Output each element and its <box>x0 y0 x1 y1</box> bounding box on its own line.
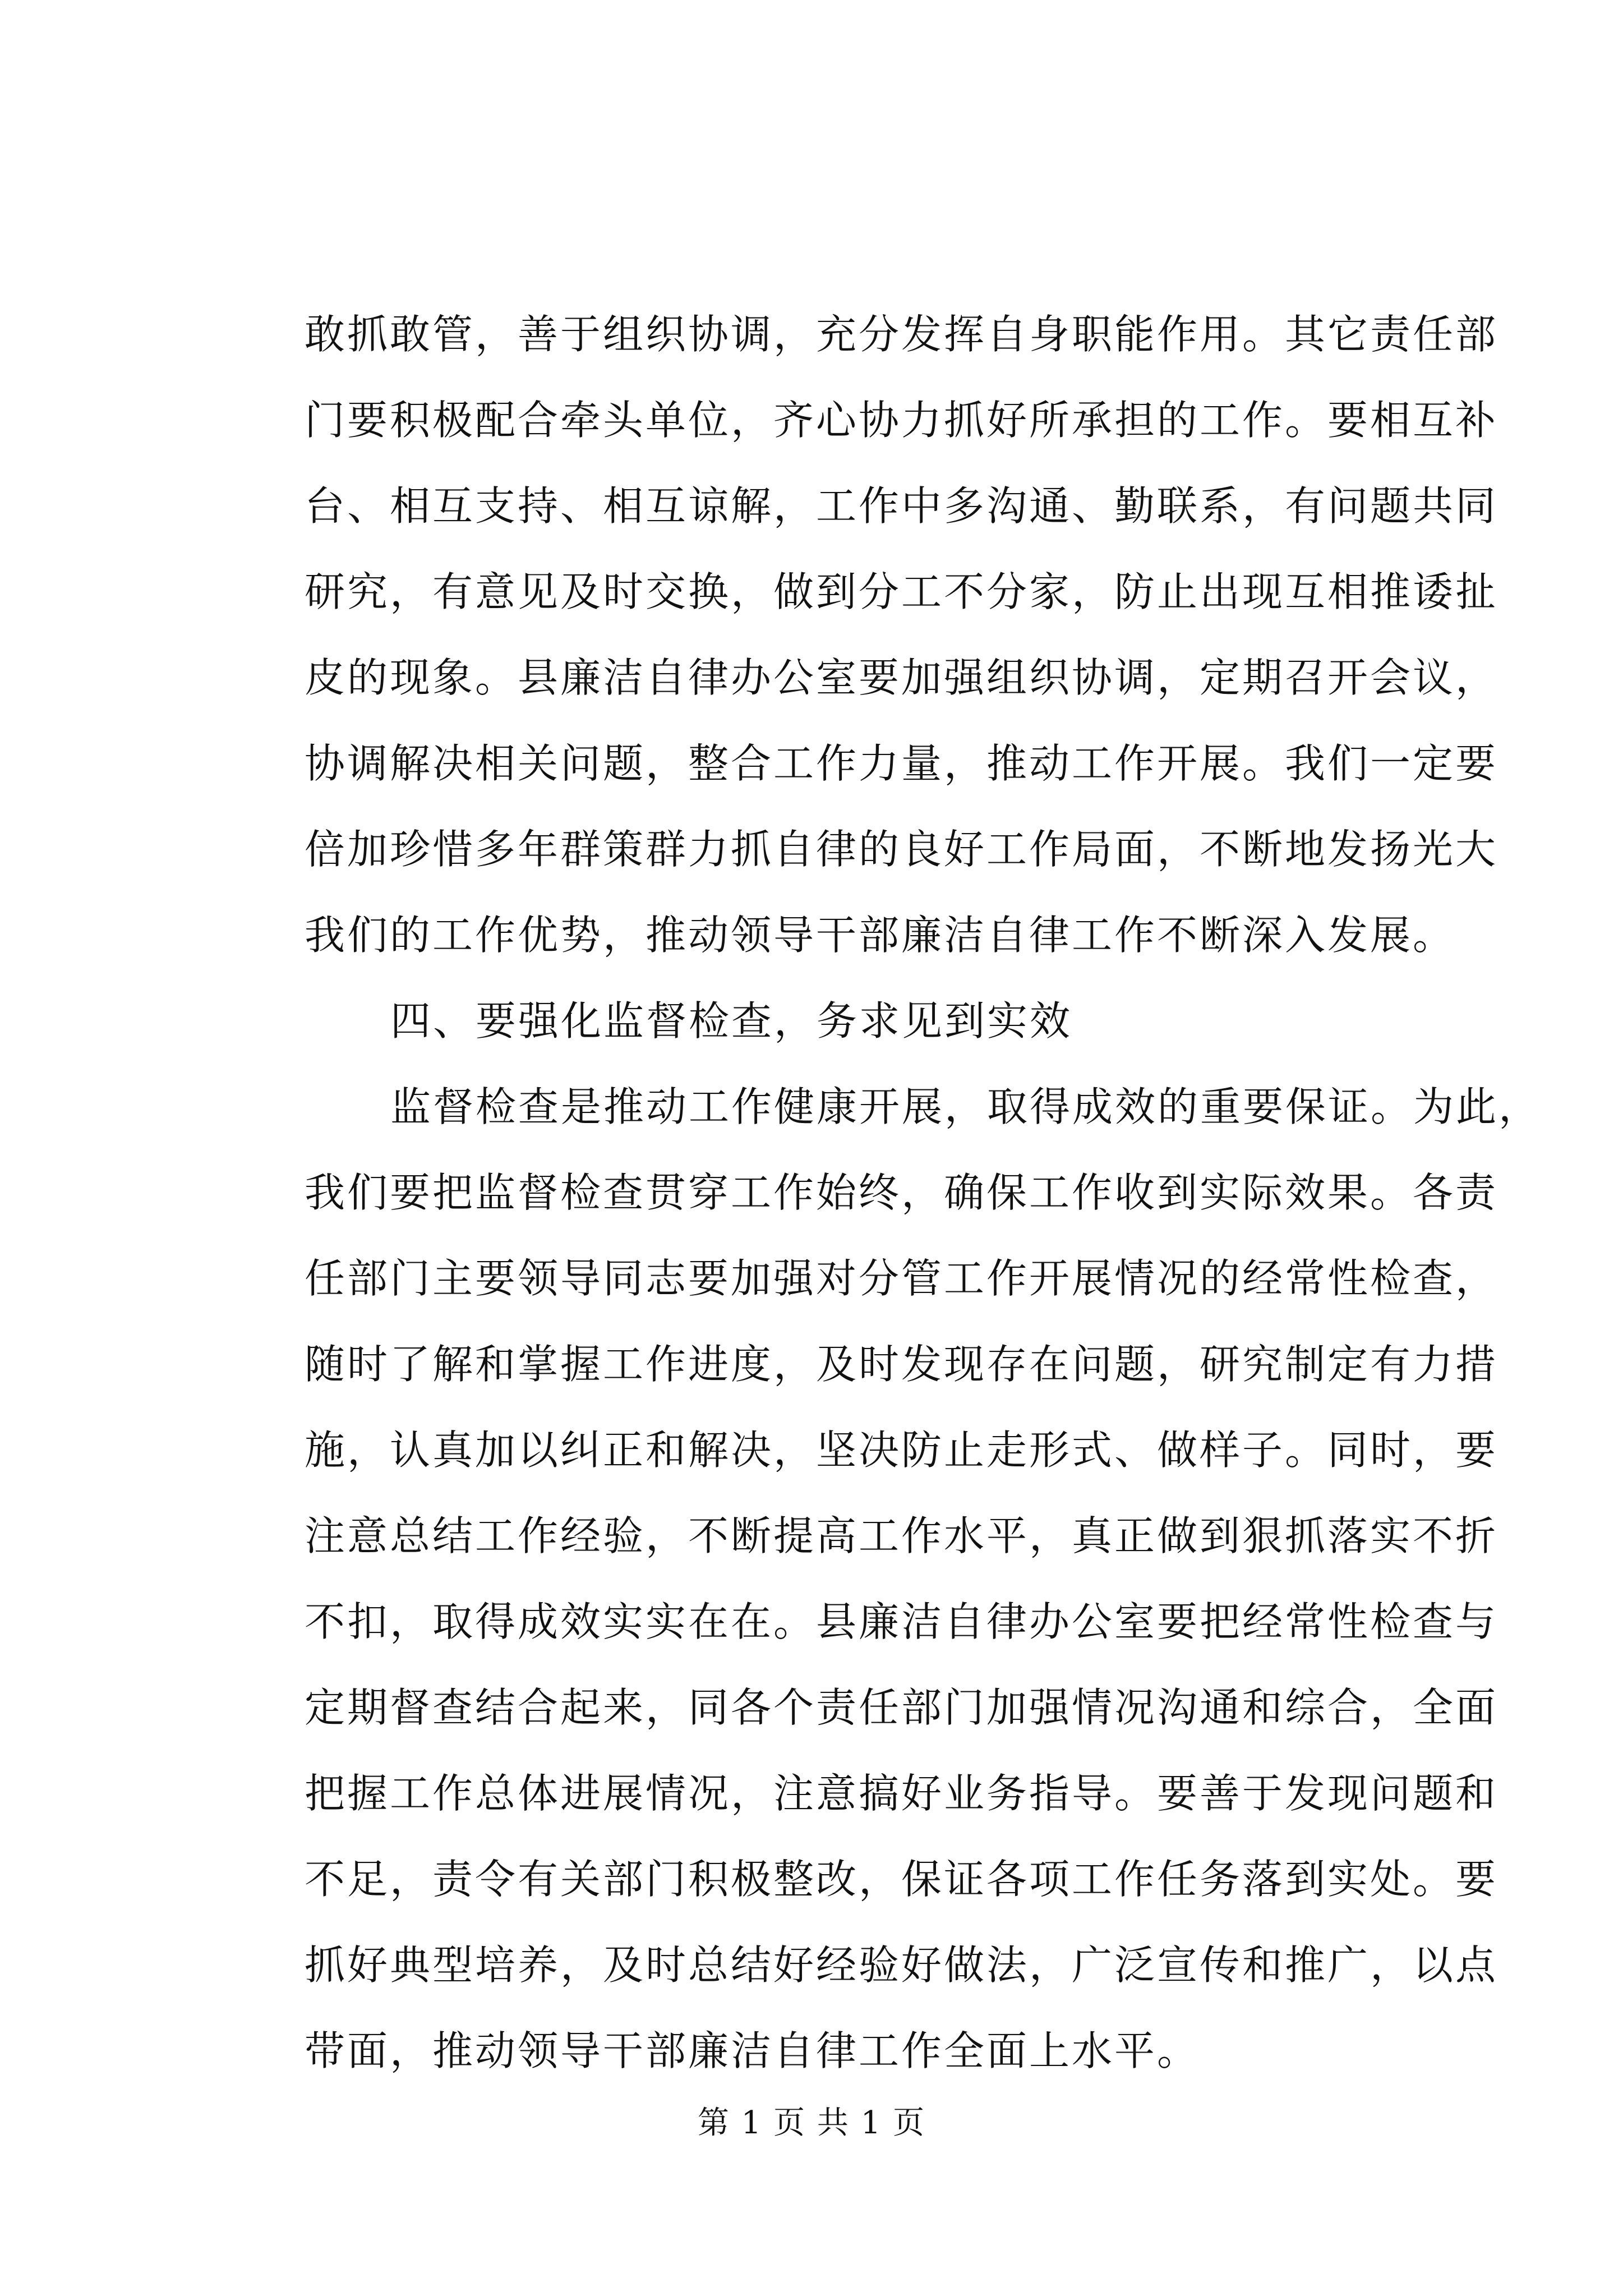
body-line: 我们的工作优势，推动领导干部廉洁自律工作不断深入发展。 <box>305 912 1456 959</box>
body-line: 皮的现象。县廉洁自律办公室要加强组织协调，定期召开会议， <box>305 654 1498 701</box>
section-heading: 四、要强化监督检查，务求见到实效 <box>390 997 1073 1045</box>
body-line: 监督检查是推动工作健康开展，取得成效的重要保证。为此， <box>390 1083 1542 1130</box>
body-line: 倍加珍惜多年群策群力抓自律的良好工作局面，不断地发扬光大 <box>305 826 1498 873</box>
body-line: 随时了解和掌握工作进度，及时发现存在问题，研究制定有力措 <box>305 1341 1498 1388</box>
body-line: 定期督查结合起来，同各个责任部门加强情况沟通和综合，全面 <box>305 1684 1498 1731</box>
body-line: 门要积极配合牵头单位，齐心协力抓好所承担的工作。要相互补 <box>305 397 1498 444</box>
page-number-footer: 第 1 页 共 1 页 <box>697 2105 926 2141</box>
body-line: 施，认真加以纠正和解决，坚决防止走形式、做样子。同时，要 <box>305 1427 1498 1474</box>
body-line: 抓好典型培养，及时总结好经验好做法，广泛宣传和推广，以点 <box>305 1941 1498 1989</box>
body-line: 我们要把监督检查贯穿工作始终，确保工作收到实际效果。各责 <box>305 1169 1498 1216</box>
body-line: 台、相互支持、相互谅解，工作中多沟通、勤联系，有问题共同 <box>305 482 1498 530</box>
body-line: 不足，责令有关部门积极整改，保证各项工作任务落到实处。要 <box>305 1856 1498 1903</box>
body-line: 任部门主要领导同志要加强对分管工作开展情况的经常性检查， <box>305 1255 1498 1302</box>
body-line: 敢抓敢管，善于组织协调，充分发挥自身职能作用。其它责任部 <box>305 311 1498 358</box>
body-line: 协调解决相关问题，整合工作力量，推动工作开展。我们一定要 <box>305 740 1498 787</box>
body-line: 不扣，取得成效实实在在。县廉洁自律办公室要把经常性检查与 <box>305 1598 1498 1645</box>
body-line: 注意总结工作经验，不断提高工作水平，真正做到狠抓落实不折 <box>305 1512 1498 1559</box>
body-line: 研究，有意见及时交换，做到分工不分家，防止出现互相推诿扯 <box>305 568 1498 615</box>
document-body <box>305 292 1542 2094</box>
body-line: 带面，推动领导干部廉洁自律工作全面上水平。 <box>305 2027 1200 2074</box>
body-line: 把握工作总体进展情况，注意搞好业务指导。要善于发现问题和 <box>305 1770 1498 1817</box>
